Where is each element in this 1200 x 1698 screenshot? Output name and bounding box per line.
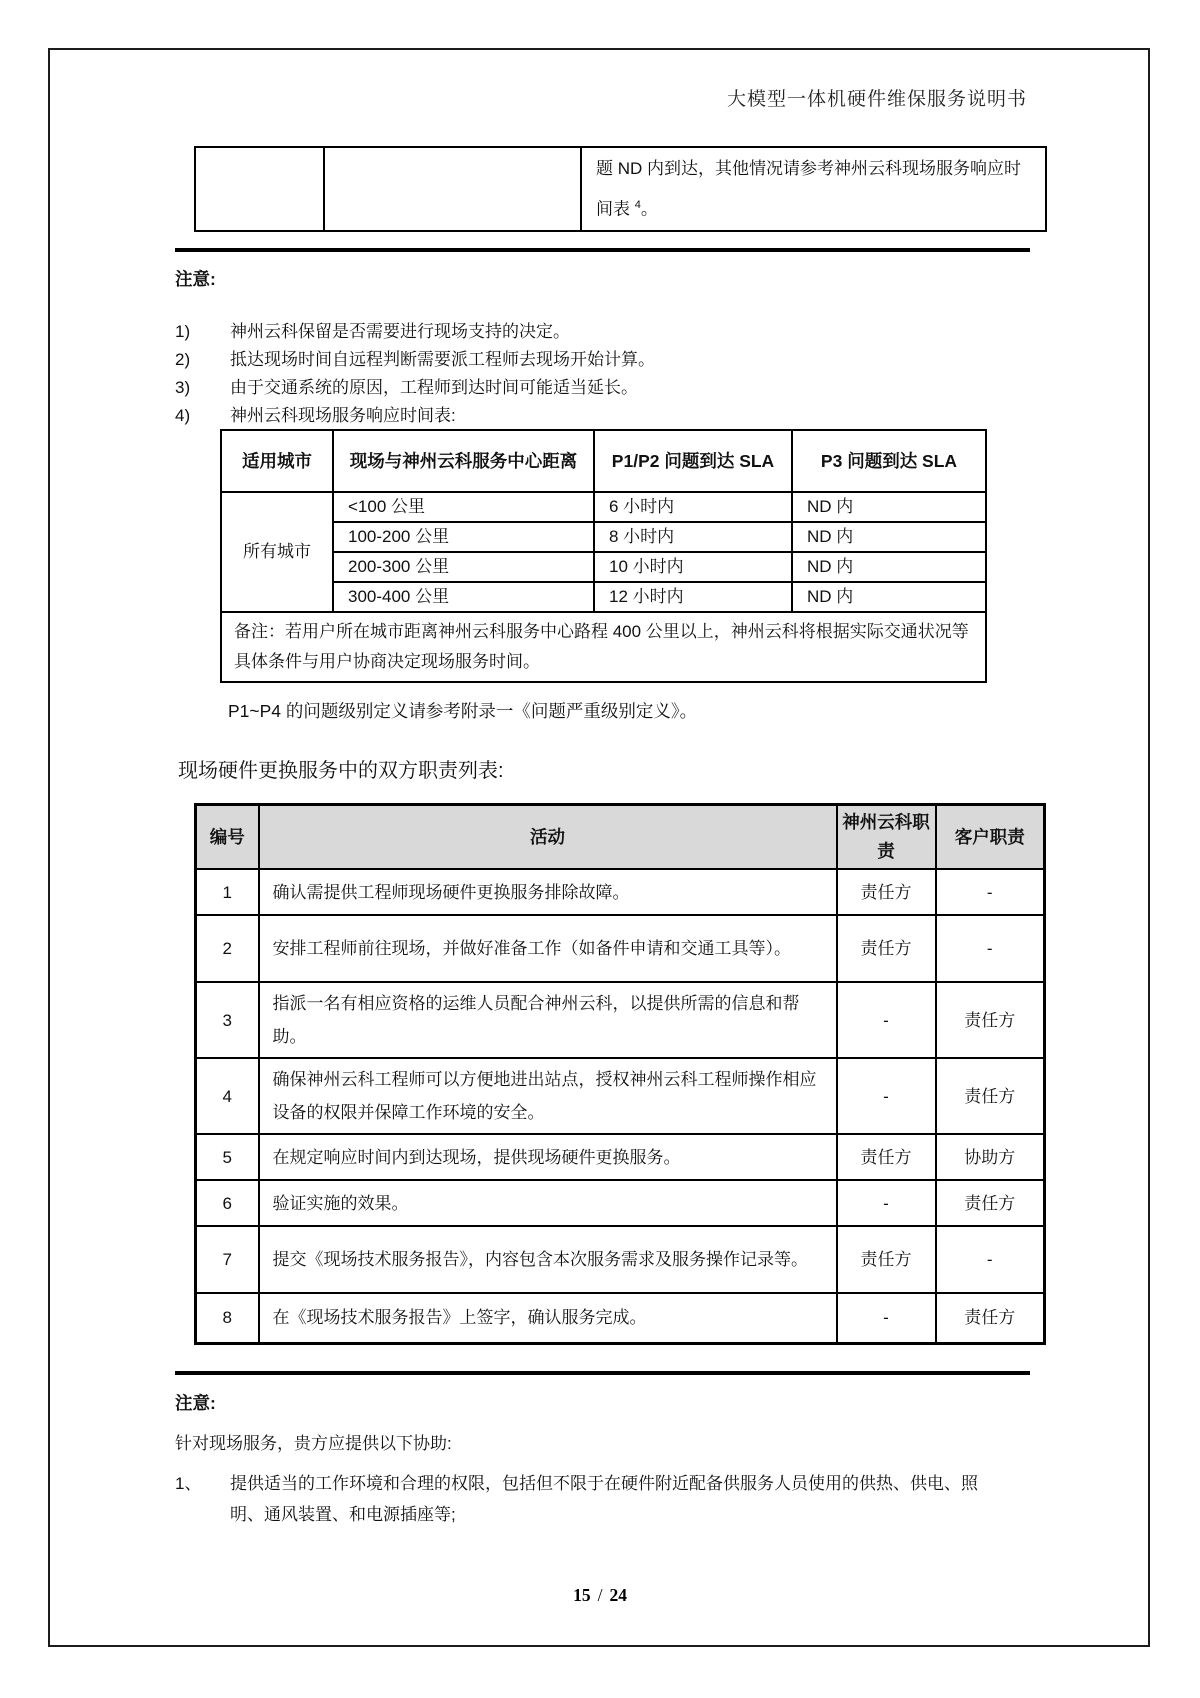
list-item xyxy=(175,1468,998,1530)
responsibilities-table xyxy=(194,803,1046,1345)
activity-cell: 在《现场技术服务报告》上签字，确认服务完成。 xyxy=(259,1293,837,1343)
activity-cell: 确保神州云科工程师可以方便地进出站点，授权神州云科工程师操作相应设备的权限并保障工作环境的安全。 xyxy=(259,1058,837,1134)
p1p2-sla-cell: 12 小时内 xyxy=(594,582,792,612)
provider-cell: 责任方 xyxy=(837,1134,936,1180)
row-id-cell: 8 xyxy=(196,1293,259,1343)
provider-cell: - xyxy=(837,1058,936,1134)
list-item-text: 神州云科保留是否需要进行现场支持的决定。 xyxy=(230,322,570,341)
provider-cell: 责任方 xyxy=(837,1226,936,1293)
assist-intro-text: 针对现场服务，贵方应提供以下协助: xyxy=(175,1434,452,1453)
footnote-ref: 4 xyxy=(634,199,641,211)
customer-cell: 责任方 xyxy=(936,1180,1045,1226)
list-item-number: 1、 xyxy=(175,1474,202,1493)
p1p2-sla-cell: 10 小时内 xyxy=(594,552,792,582)
header-cell-distance: 现场与神州云科服务中心距离 xyxy=(333,430,594,492)
distance-cell: 200-300 公里 xyxy=(333,552,594,582)
table-row xyxy=(196,869,1045,915)
header-cell-p1p2: P1/P2 问题到达 SLA xyxy=(594,430,792,492)
header-cell-activity: 活动 xyxy=(259,805,837,870)
table-header-row xyxy=(221,430,986,492)
distance-cell: 300-400 公里 xyxy=(333,582,594,612)
activity-cell: 提交《现场技术服务报告》，内容包含本次服务需求及服务操作记录等。 xyxy=(259,1226,837,1293)
note-label: 注意: xyxy=(175,1393,216,1413)
page-number-total: 24 xyxy=(609,1585,627,1605)
row-id-cell: 5 xyxy=(196,1134,259,1180)
activity-cell: 指派一名有相应资格的运维人员配合神州云科，以提供所需的信息和帮助。 xyxy=(259,982,837,1058)
table-row xyxy=(196,915,1045,982)
header-cell-customer: 客户职责 xyxy=(936,805,1045,870)
list-item-text: 由于交通系统的原因，工程师到达时间可能适当延长。 xyxy=(230,378,638,397)
page-number-current: 15 xyxy=(573,1585,591,1605)
section-title: 现场硬件更换服务中的双方职责列表: xyxy=(178,760,504,782)
p1p2-sla-cell: 6 小时内 xyxy=(594,492,792,522)
table-row xyxy=(196,982,1045,1058)
list-item-text: 提供适当的工作环境和合理的权限，包括但不限于在硬件附近配备供服务人员使用的供热、供电、照明、通风装置、和电源插座等; xyxy=(230,1474,978,1524)
continuation-text-end: 。 xyxy=(640,199,658,219)
p3-sla-cell: ND 内 xyxy=(792,582,986,612)
list-item-number: 3) xyxy=(175,378,191,397)
customer-cell: 协助方 xyxy=(936,1134,1045,1180)
row-id-cell: 7 xyxy=(196,1226,259,1293)
list-item-number: 1) xyxy=(175,322,191,341)
continuation-text: 题 ND 内到达，其他情况请参考神州云科现场服务响应时间表 xyxy=(596,159,1021,219)
customer-cell: - xyxy=(936,1226,1045,1293)
header-cell-id: 编号 xyxy=(196,805,259,870)
page-footer xyxy=(0,1585,1200,1606)
header-cell-city: 适用城市 xyxy=(221,430,333,492)
p1p2-sla-cell: 8 小时内 xyxy=(594,522,792,552)
assist-list xyxy=(175,1468,998,1530)
list-item-text: 抵达现场时间自远程判断需要派工程师去现场开始计算。 xyxy=(230,350,655,369)
table-row xyxy=(221,552,986,582)
customer-cell: - xyxy=(936,869,1045,915)
distance-cell: 100-200 公里 xyxy=(333,522,594,552)
list-item xyxy=(175,374,655,402)
row-id-cell: 2 xyxy=(196,915,259,982)
list-item-number: 4) xyxy=(175,406,191,425)
customer-cell: 责任方 xyxy=(936,982,1045,1058)
continuation-text-cell xyxy=(581,147,1046,231)
list-item-text: 神州云科现场服务响应时间表: xyxy=(230,406,456,425)
city-scope-cell: 所有城市 xyxy=(221,492,333,612)
severity-definition-note: P1~P4 的问题级别定义请参考附录一《问题严重级别定义》。 xyxy=(228,701,698,721)
provider-cell: - xyxy=(837,982,936,1058)
list-item-number: 2) xyxy=(175,350,191,369)
empty-cell xyxy=(324,147,581,231)
remark-cell: 备注：若用户所在城市距离神州云科服务中心路程 400 公里以上，神州云科将根据实际交通状况等具体条件与用户协商决定现场服务时间。 xyxy=(221,612,986,682)
activity-cell: 在规定响应时间内到达现场，提供现场硬件更换服务。 xyxy=(259,1134,837,1180)
table-row xyxy=(221,492,986,522)
provider-cell: 责任方 xyxy=(837,869,936,915)
customer-cell: 责任方 xyxy=(936,1293,1045,1343)
row-id-cell: 4 xyxy=(196,1058,259,1134)
list-item xyxy=(175,402,655,430)
row-id-cell: 6 xyxy=(196,1180,259,1226)
note-label: 注意: xyxy=(175,269,216,289)
provider-cell: - xyxy=(837,1180,936,1226)
customer-cell: 责任方 xyxy=(936,1058,1045,1134)
doc-header-title: 大模型一体机硬件维保服务说明书 xyxy=(726,89,1027,110)
note-list xyxy=(175,318,655,430)
activity-cell: 确认需提供工程师现场硬件更换服务排除故障。 xyxy=(259,869,837,915)
table-row xyxy=(196,1134,1045,1180)
p3-sla-cell: ND 内 xyxy=(792,522,986,552)
provider-cell: - xyxy=(837,1293,936,1343)
customer-cell: - xyxy=(936,915,1045,982)
page-number-separator: / xyxy=(597,1585,603,1605)
list-item xyxy=(175,318,655,346)
list-item xyxy=(175,346,655,374)
p3-sla-cell: ND 内 xyxy=(792,492,986,522)
continuation-table xyxy=(194,146,1047,232)
header-cell-provider: 神州云科职责 xyxy=(837,805,936,870)
table-row xyxy=(196,1058,1045,1134)
provider-cell: 责任方 xyxy=(837,915,936,982)
empty-cell xyxy=(195,147,324,231)
table-row xyxy=(196,1293,1045,1343)
table-row xyxy=(196,1180,1045,1226)
horizontal-rule xyxy=(175,1371,1030,1375)
activity-cell: 验证实施的效果。 xyxy=(259,1180,837,1226)
row-id-cell: 3 xyxy=(196,982,259,1058)
table-row xyxy=(196,1226,1045,1293)
header-cell-p3: P3 问题到达 SLA xyxy=(792,430,986,492)
horizontal-rule xyxy=(175,248,1030,252)
table-row xyxy=(195,147,1046,231)
table-row xyxy=(221,522,986,552)
p3-sla-cell: ND 内 xyxy=(792,552,986,582)
table-header-row xyxy=(196,805,1045,870)
distance-cell: <100 公里 xyxy=(333,492,594,522)
sla-response-table xyxy=(220,429,987,683)
row-id-cell: 1 xyxy=(196,869,259,915)
activity-cell: 安排工程师前往现场，并做好准备工作（如备件申请和交通工具等）。 xyxy=(259,915,837,982)
table-row xyxy=(221,612,986,682)
table-row xyxy=(221,582,986,612)
